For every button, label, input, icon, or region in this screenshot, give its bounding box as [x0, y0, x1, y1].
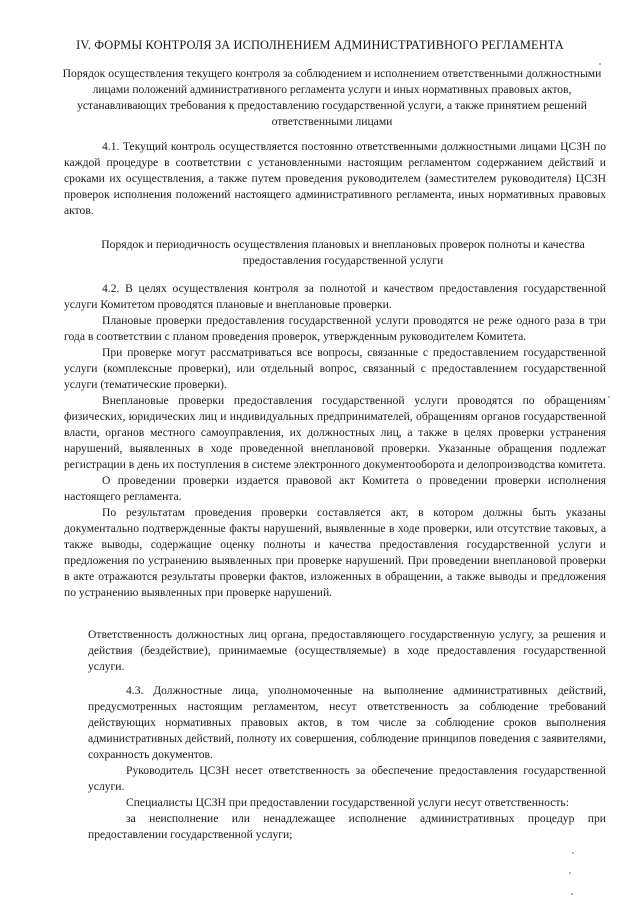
paragraph-head-responsibility: Руководитель ЦСЗН несет ответственность за обеспечение предоставления государственной услуги. [88, 764, 606, 793]
section-4-3 [88, 683, 606, 843]
subheading-current-control: Порядок осуществления текущего контроля за соблюдением и исполнением ответственными должностными лицами положений административного регламента услуги и иных нормативных правовых актов, устанавливающих требования к предоставлению государственной услуги, а также принятием решений ответственными лицами [62, 67, 602, 128]
paragraph-4-1-text: 4.1. Текущий контроль осуществляется постоянно ответственными должностными лицами ЦСЗН по каждой процедуре в соответствии с установленными настоящим регламентом содержанием действий и сроками их осуществления, а также путем проведения руководителем (заместителем руководителя) ЦСЗН проверок исполнения положений настоящего административного регламента, иных нормативных правовых актов. [64, 140, 606, 217]
scan-speck [569, 872, 571, 874]
paragraph-legal-act: О проведении проверки издается правовой акт Комитета о проведении проверки исполнения настоящего регламента. [64, 474, 606, 503]
paragraph-4-1 [64, 139, 606, 219]
paragraph-responsibility-heading [88, 627, 606, 675]
paragraph-unplanned-inspections: Внеплановые проверки предоставления государственной услуги проводятся по обращениям физических, юридических лиц и индивидуальных предпринимателей, обращениям органов государственной власти, органов местного самоуправления, их должностных лиц, а также в целях проверки устранения нарушений, выявленных в ходе проведенной внеплановой проверки. Указанные обращения подлежат регистрации в день их поступления в системе электронного документооборота и делопроизводства комитета. [64, 394, 606, 471]
paragraph-4-3: 4.3. Должностные лица, уполномоченные на выполнение административных действий, предусмотренных настоящим регламентом, несут ответственность за соблюдение требований действующих нормативных правовых актов, в том числе за соблюдение сроков выполнения административных действий, полноту их совершения, соблюдение принципов поведения с заявителями, сохранность документов. [88, 684, 606, 761]
paragraph-4-2: 4.2. В целях осуществления контроля за полнотой и качеством предоставления государственной услуги Комитетом проводятся плановые и внеплановые проверки. [64, 282, 606, 311]
subheading-inspections: Порядок и периодичность осуществления плановых и внеплановых проверок полноты и качества предоставления государственной услуги [101, 238, 585, 267]
scan-speck [572, 852, 574, 854]
paragraph-improper-execution: за неисполнение или ненадлежащее исполнение административных процедур при предоставлении государственной услуги; [88, 812, 606, 841]
scan-speck [608, 396, 610, 398]
scan-speck [571, 893, 573, 895]
section-title: IV. ФОРМЫ КОНТРОЛЯ ЗА ИСПОЛНЕНИЕМ АДМИНИСТРАТИВНОГО РЕГЛАМЕНТА [76, 38, 564, 52]
paragraph-planned-inspections: Плановые проверки предоставления государственной услуги проводятся не реже одного раза в три года в соответствии с планом проведения проверок, утвержденным руководителем Комитета. [64, 314, 606, 343]
section-4-2 [64, 281, 606, 601]
scan-speck [599, 63, 601, 65]
paragraph-responsibility-text: Ответственность должностных лиц органа, предоставляющего государственную услугу, за решения и действия (бездействие), принимаемые (осуществляемые) в ходе предоставления государственной услуги. [88, 628, 606, 673]
paragraph-inspection-questions: При проверке могут рассматриваться все вопросы, связанные с предоставлением государственной услуги (комплексные проверки), или отдельный вопрос, связанный с предоставлением государственной услуги (тематические проверки). [64, 346, 606, 391]
paragraph-inspection-results: По результатам проведения проверки составляется акт, в котором должны быть указаны документально подтвержденные факты нарушений, выявленные в ходе проверки, или отсутствие таковых, а также выводы, содержащие оценку полноты и качества предоставления государственной услуги и предложения по устранению выявленных при проверке нарушений. При проведении внеплановой проверки в акте отражаются результаты проверки фактов, изложенных в обращении, а также выводы и предложения по устранению выявленных при проверке нарушений. [64, 506, 606, 599]
paragraph-specialists-responsibility: Специалисты ЦСЗН при предоставлении государственной услуги несут ответственность: [126, 796, 569, 809]
